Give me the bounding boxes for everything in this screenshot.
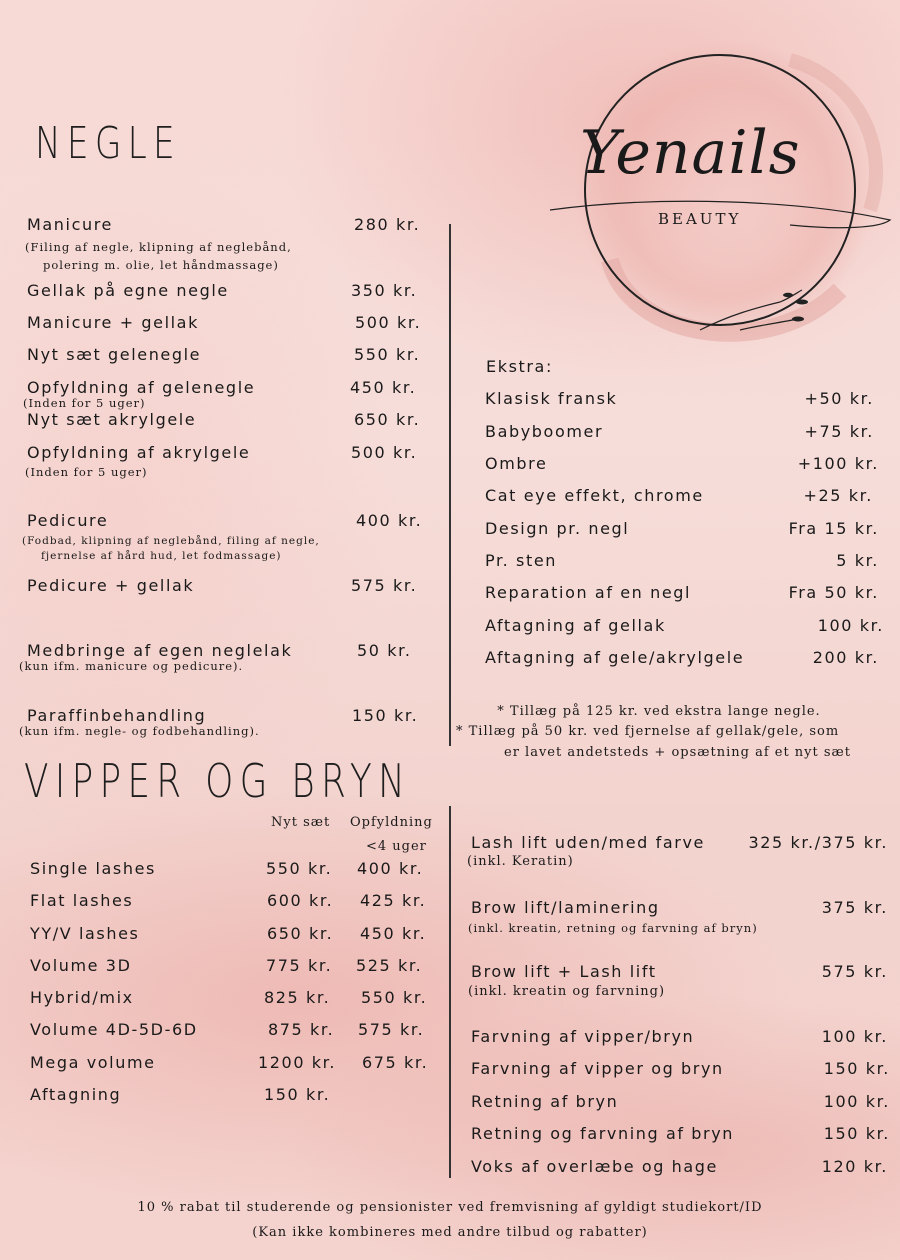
footer-discount: 10 % rabat til studerende og pensionister ved fremvisning af gyldigt studiekort/ID xyxy=(137,1200,763,1215)
column-divider xyxy=(449,224,451,746)
negle-item-name: Opfyldning af gelenegle xyxy=(27,378,256,397)
negle-item-price: 500 kr. xyxy=(355,313,422,332)
brand-name: Yenails xyxy=(580,118,801,188)
lash-item-refill: 450 kr. xyxy=(360,924,427,943)
negle-item-price: 650 kr. xyxy=(354,410,421,429)
lash-item-new: 875 kr. xyxy=(268,1020,335,1039)
brow-item-price: 575 kr. xyxy=(821,962,888,981)
negle-item-price: 450 kr. xyxy=(350,378,417,397)
ekstra-item-price: Fra 15 kr. xyxy=(788,519,879,538)
negle-item-name: Nyt sæt gelenegle xyxy=(27,345,202,364)
ekstra-item-name: Reparation af en negl xyxy=(485,583,692,602)
negle-item-price: 550 kr. xyxy=(354,345,421,364)
lash-item-name: Hybrid/mix xyxy=(30,988,134,1007)
negle-item-note: (kun ifm. negle- og fodbehandling). xyxy=(19,724,260,738)
negle-item-price: 575 kr. xyxy=(351,576,418,595)
negle-item-name: Gellak på egne negle xyxy=(27,281,229,300)
ekstra-item-price: 100 kr. xyxy=(817,616,884,635)
ekstra-item-name: Pr. sten xyxy=(485,551,558,570)
negle-item-name: Pedicure xyxy=(27,511,109,530)
ekstra-item-name: Aftagning af gele/akrylgele xyxy=(485,648,745,667)
negle-item-note: fjernelse af hård hud, let fodmassage) xyxy=(41,550,282,562)
lash-item-refill: 400 kr. xyxy=(357,859,424,878)
lash-item-new: 150 kr. xyxy=(264,1085,331,1104)
ekstra-item-price: +50 kr. xyxy=(804,389,874,408)
negle-item-price: 500 kr. xyxy=(351,443,418,462)
negle-item-note: (Inden for 5 uger) xyxy=(25,465,148,479)
ekstra-item-price: 5 kr. xyxy=(836,551,879,570)
ekstra-item-name: Ombre xyxy=(485,454,548,473)
negle-item-note: (kun ifm. manicure og pedicure). xyxy=(19,659,244,673)
brow-item-name: Farvning af vipper/bryn xyxy=(471,1027,695,1046)
negle-item-price: 280 kr. xyxy=(354,215,421,234)
brow-item-name: Retning og farvning af bryn xyxy=(471,1124,735,1143)
col-header-refill-sub: <4 uger xyxy=(366,839,427,854)
brow-item-price: 100 kr. xyxy=(821,1027,888,1046)
negle-item-price: 350 kr. xyxy=(351,281,418,300)
brow-item-price: 100 kr. xyxy=(823,1092,890,1111)
brow-item-name: Voks af overlæbe og hage xyxy=(471,1157,719,1176)
lash-item-new: 775 kr. xyxy=(266,956,333,975)
lash-item-new: 550 kr. xyxy=(266,859,333,878)
vipper-heading: VIPPER OG BRYN xyxy=(24,754,412,808)
footer-disclaimer: (Kan ikke kombineres med andre tilbud og rabatter) xyxy=(252,1225,648,1240)
ekstra-item-price: +75 kr. xyxy=(804,422,874,441)
brow-item-name: Brow lift + Lash lift xyxy=(471,962,657,981)
ekstra-item-price: 200 kr. xyxy=(812,648,879,667)
brow-item-name: Lash lift uden/med farve xyxy=(471,833,705,852)
negle-item-price: 150 kr. xyxy=(352,706,419,725)
ekstra-item-name: Babyboomer xyxy=(485,422,604,441)
brand-sub: BEAUTY xyxy=(658,210,742,228)
negle-item-name: Nyt sæt akrylgele xyxy=(27,410,197,429)
negle-item-note: (Fodbad, klipning af neglebånd, filing af negle, xyxy=(22,535,320,547)
lash-item-name: Aftagning xyxy=(30,1085,122,1104)
ekstra-item-price: Fra 50 kr. xyxy=(788,583,879,602)
col-header-new: Nyt sæt xyxy=(271,815,331,830)
ekstra-note: * Tillæg på 125 kr. ved ekstra lange negle. xyxy=(497,704,821,719)
brow-item-note: (inkl. Keratin) xyxy=(467,854,574,869)
negle-item-note: (Inden for 5 uger) xyxy=(23,396,146,410)
lash-item-name: Volume 4D-5D-6D xyxy=(30,1020,198,1039)
lash-item-new: 1200 kr. xyxy=(258,1053,337,1072)
col-header-refill: Opfyldning xyxy=(350,815,433,830)
ekstra-item-price: +100 kr. xyxy=(797,454,879,473)
ekstra-item-name: Aftagning af gellak xyxy=(485,616,666,635)
column-divider xyxy=(449,806,451,1178)
lash-item-new: 650 kr. xyxy=(267,924,334,943)
lash-item-name: Volume 3D xyxy=(30,956,132,975)
brow-item-note: (inkl. kreatin, retning og farvning af bryn) xyxy=(468,921,758,935)
negle-item-name: Pedicure + gellak xyxy=(27,576,195,595)
brow-item-price: 375 kr. xyxy=(821,898,888,917)
negle-item-note: polering m. olie, let håndmassage) xyxy=(43,258,279,272)
negle-item-name: Medbringe af egen neglelak xyxy=(27,641,293,660)
lash-item-name: Flat lashes xyxy=(30,891,134,910)
ekstra-item-name: Design pr. negl xyxy=(485,519,630,538)
lash-item-refill: 550 kr. xyxy=(361,988,428,1007)
brow-item-note: (inkl. kreatin og farvning) xyxy=(468,984,666,999)
ekstra-note: er lavet andetsteds + opsætning af et nyt sæt xyxy=(504,745,851,760)
lash-item-refill: 425 kr. xyxy=(360,891,427,910)
brow-item-price: 325 kr./375 kr. xyxy=(748,833,888,852)
negle-item-name: Manicure xyxy=(27,215,114,234)
negle-item-note: (Filing af negle, klipning af neglebånd, xyxy=(25,240,292,254)
brow-item-price: 120 kr. xyxy=(821,1157,888,1176)
brand-logo xyxy=(540,40,900,350)
lash-item-refill: 675 kr. xyxy=(362,1053,429,1072)
negle-item-name: Paraffinbehandling xyxy=(27,706,207,725)
ekstra-note: * Tillæg på 50 kr. ved fjernelse af gellak/gele, som xyxy=(456,724,840,739)
lash-item-new: 825 kr. xyxy=(264,988,331,1007)
ekstra-item-name: Klasisk fransk xyxy=(485,389,618,408)
negle-item-price: 50 kr. xyxy=(357,641,412,660)
negle-heading: NEGLE xyxy=(35,118,181,169)
lash-item-new: 600 kr. xyxy=(267,891,334,910)
logo-ring-icon xyxy=(540,40,900,350)
brow-item-price: 150 kr. xyxy=(823,1124,890,1143)
negle-item-name: Manicure + gellak xyxy=(27,313,199,332)
lash-item-name: Single lashes xyxy=(30,859,156,878)
brow-item-name: Retning af bryn xyxy=(471,1092,619,1111)
negle-item-name: Opfyldning af akrylgele xyxy=(27,443,251,462)
lash-item-name: Mega volume xyxy=(30,1053,156,1072)
ekstra-item-name: Cat eye effekt, chrome xyxy=(485,486,704,505)
negle-item-price: 400 kr. xyxy=(356,511,423,530)
lash-item-name: YY/V lashes xyxy=(30,924,140,943)
brow-item-name: Farvning af vipper og bryn xyxy=(471,1059,724,1078)
ekstra-heading: Ekstra: xyxy=(486,357,553,376)
lash-item-refill: 575 kr. xyxy=(358,1020,425,1039)
ekstra-item-price: +25 kr. xyxy=(803,486,873,505)
brow-item-name: Brow lift/laminering xyxy=(471,898,660,917)
brow-item-price: 150 kr. xyxy=(823,1059,890,1078)
lash-item-refill: 525 kr. xyxy=(356,956,423,975)
